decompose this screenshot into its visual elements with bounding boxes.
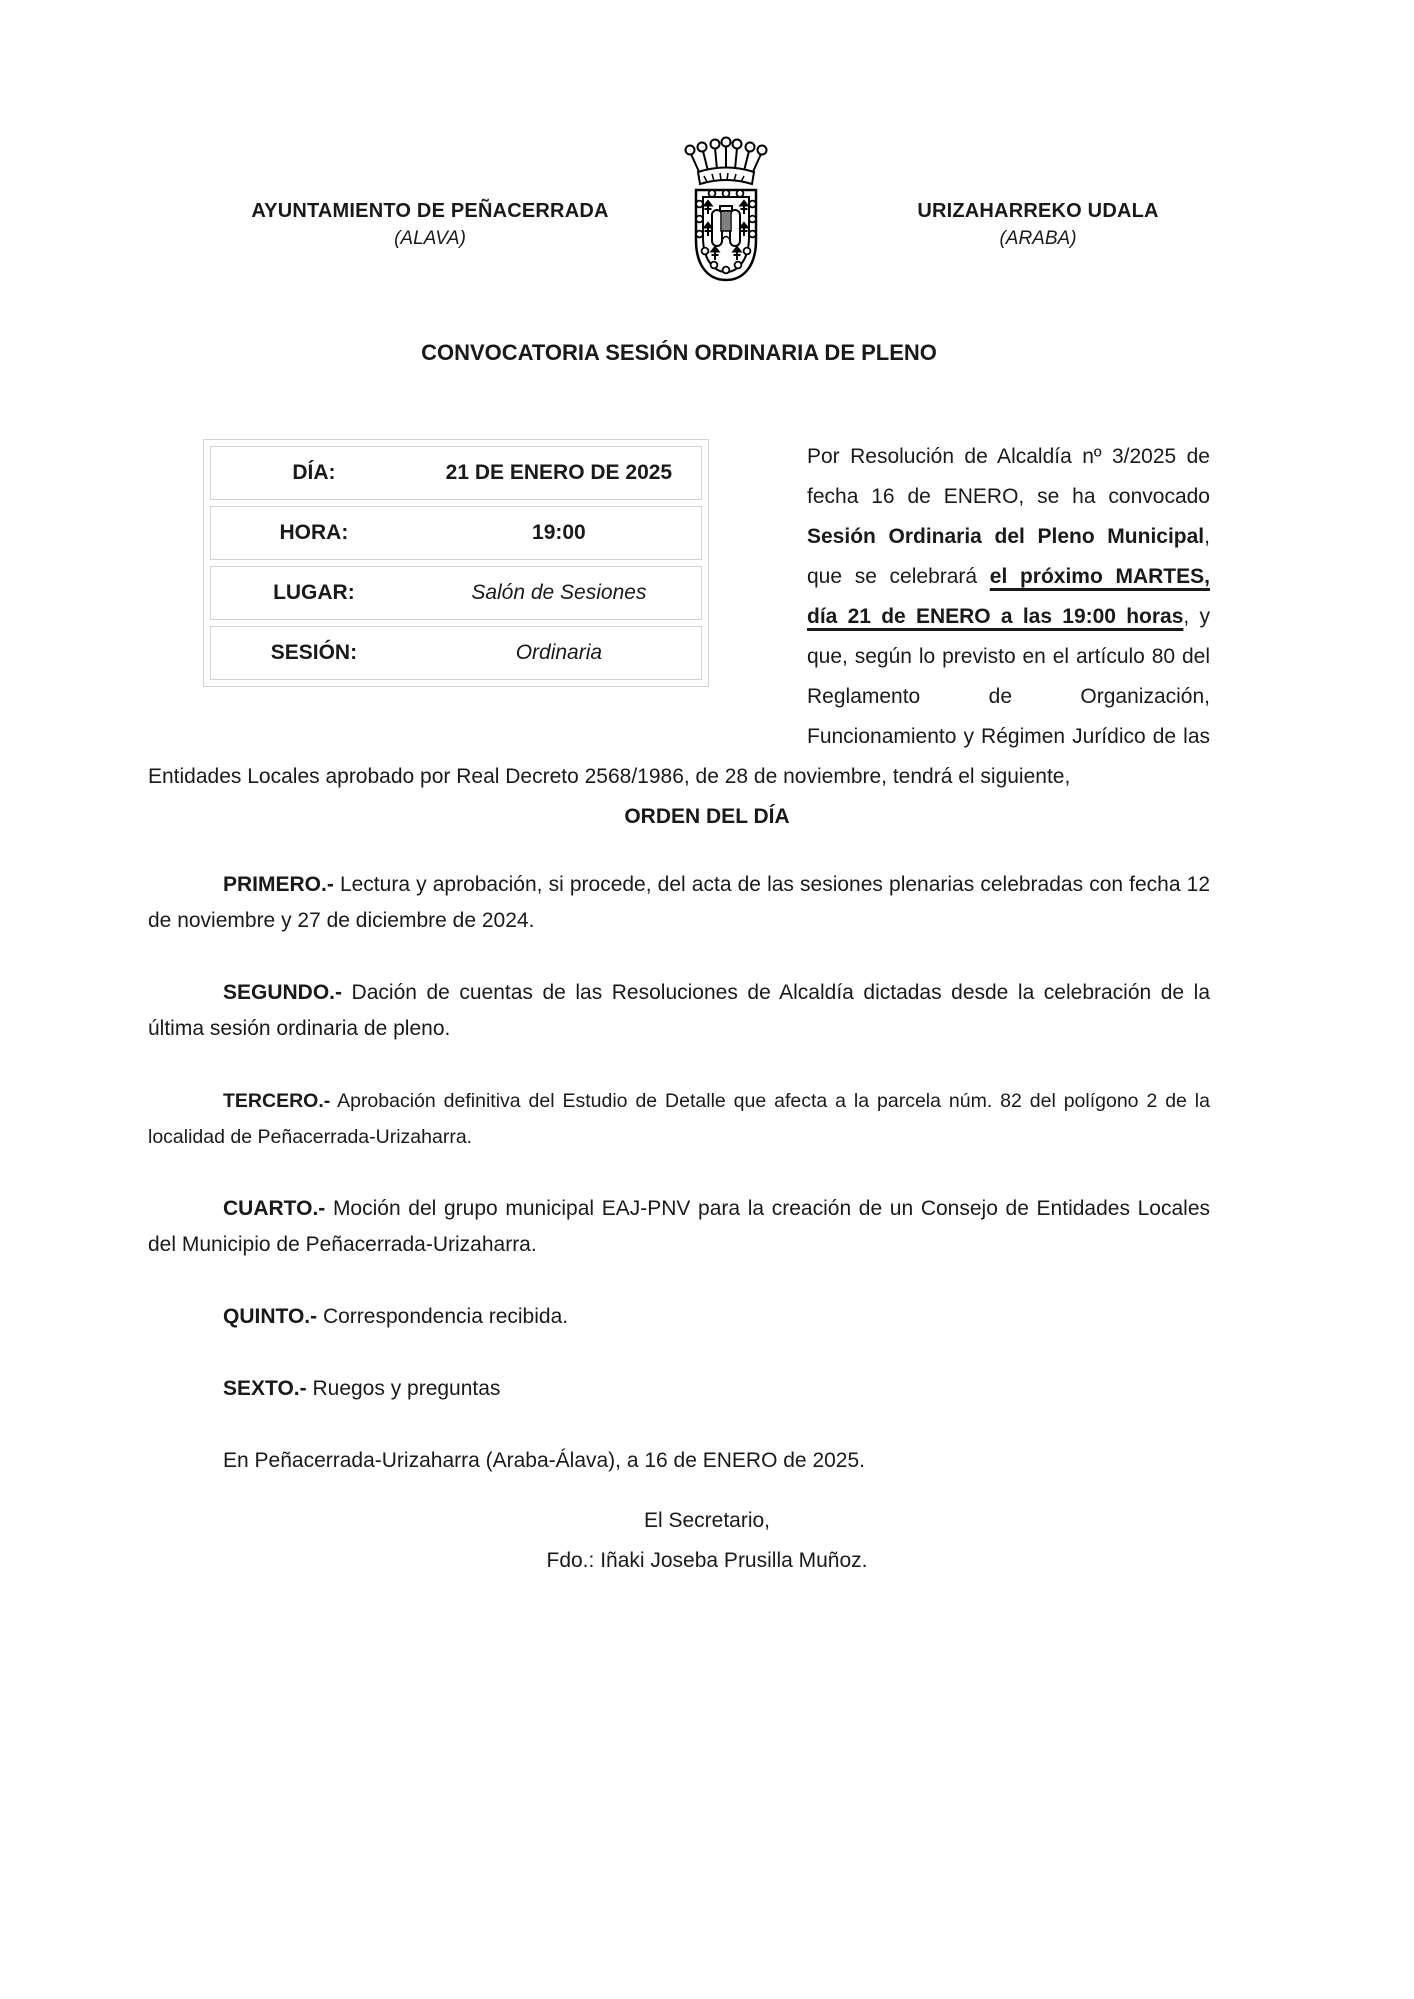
intro-text-3: , y que, según lo previsto en el artículo 80 del Reglamento de Organización, Funcionamiento y Régimen Jurídico de las Entidades Locales aprobado por Real Decreto 2568/1986, de 28 de noviembre, tendrá el siguiente,: [148, 605, 1211, 788]
agenda-item-3: [148, 1083, 1210, 1155]
row-label: DÍA:: [292, 461, 336, 484]
signature-block: [0, 1501, 1414, 1581]
session-details-table: [203, 439, 709, 687]
row-value: 21 DE ENERO DE 2025: [445, 461, 673, 484]
table-row-lugar: [210, 566, 702, 620]
agenda-item-lead: QUINTO.-: [223, 1305, 318, 1328]
row-label: HORA:: [279, 521, 349, 544]
agenda-heading: ORDEN DEL DÍA: [624, 805, 790, 828]
agenda-item-lead: SEGUNDO.-: [223, 981, 343, 1004]
agenda-item-5: [148, 1299, 1210, 1335]
agenda-item-2: [148, 975, 1210, 1047]
document-body: [148, 340, 1210, 1581]
agenda-item-6: [148, 1371, 1210, 1407]
org-right-subtitle: (ARABA): [999, 228, 1077, 249]
row-value: Salón de Sesiones: [471, 581, 647, 604]
intro-bold-underline-date: el próximo MARTES, día 21 de ENERO a las 19:00 horas: [807, 565, 1210, 628]
row-label: LUGAR:: [273, 581, 355, 604]
org-right-title: URIZAHARREKO UDALA: [917, 200, 1159, 222]
agenda-item-1: [148, 867, 1210, 939]
agenda-item-4: [148, 1191, 1210, 1263]
org-block-basque: [860, 198, 1216, 254]
signature-name: Fdo.: Iñaki Joseba Prusilla Muñoz.: [546, 1549, 868, 1572]
agenda-item-lead: SEXTO.-: [223, 1377, 307, 1400]
signature-role: El Secretario,: [643, 1509, 771, 1532]
coat-of-arms-icon: [676, 118, 776, 294]
letterhead: [0, 0, 1414, 300]
agenda-item-text: Correspondencia recibida.: [317, 1305, 569, 1328]
org-left-subtitle: (ALAVA): [394, 228, 466, 249]
intro-bold-session: Sesión Ordinaria del Pleno Municipal: [807, 525, 1205, 548]
agenda-item-lead: TERCERO.-: [223, 1090, 331, 1112]
org-block-spanish: [230, 198, 630, 254]
org-left-title: AYUNTAMIENTO DE PEÑACERRADA: [251, 200, 609, 222]
agenda-item-text: Moción del grupo municipal EAJ-PNV para la creación de un Consejo de Entidades Locales del Municipio de Peñacerrada-Urizaharra.: [148, 1197, 1210, 1256]
agenda-item-lead: CUARTO.-: [223, 1197, 326, 1220]
agenda-item-text: Aprobación definitiva del Estudio de Detalle que afecta a la parcela núm. 82 del polígono 2 de la localidad de Peñacerrada-Urizaharra.: [148, 1090, 1210, 1148]
intro-section: [148, 437, 1210, 1581]
place-date-line: En Peñacerrada-Urizaharra (Araba-Álava), a 16 de ENERO de 2025.: [223, 1449, 865, 1472]
intro-text-2: , que se celebrará: [807, 525, 1210, 588]
table-row-sesion: [210, 626, 702, 680]
agenda-item-text: Ruegos y preguntas: [306, 1377, 501, 1400]
row-value: Ordinaria: [515, 641, 603, 664]
agenda-item-text: Dación de cuentas de las Resoluciones de Alcaldía dictadas desde la celebración de la última sesión ordinaria de pleno.: [148, 981, 1210, 1040]
row-label: SESIÓN:: [270, 641, 358, 664]
row-value: 19:00: [532, 521, 586, 544]
document-title: CONVOCATORIA SESIÓN ORDINARIA DE PLENO: [421, 340, 937, 365]
intro-text-1: Por Resolución de Alcaldía nº 3/2025 de fecha 16 de ENERO, se ha convocado: [807, 445, 1210, 508]
table-row-hora: [210, 506, 702, 560]
agenda-item-lead: PRIMERO.-: [223, 873, 334, 896]
table-row-dia: [210, 446, 702, 500]
agenda-item-text: Lectura y aprobación, si procede, del acta de las sesiones plenarias celebradas con fecha 12 de noviembre y 27 de diciembre de 2024.: [148, 873, 1210, 932]
